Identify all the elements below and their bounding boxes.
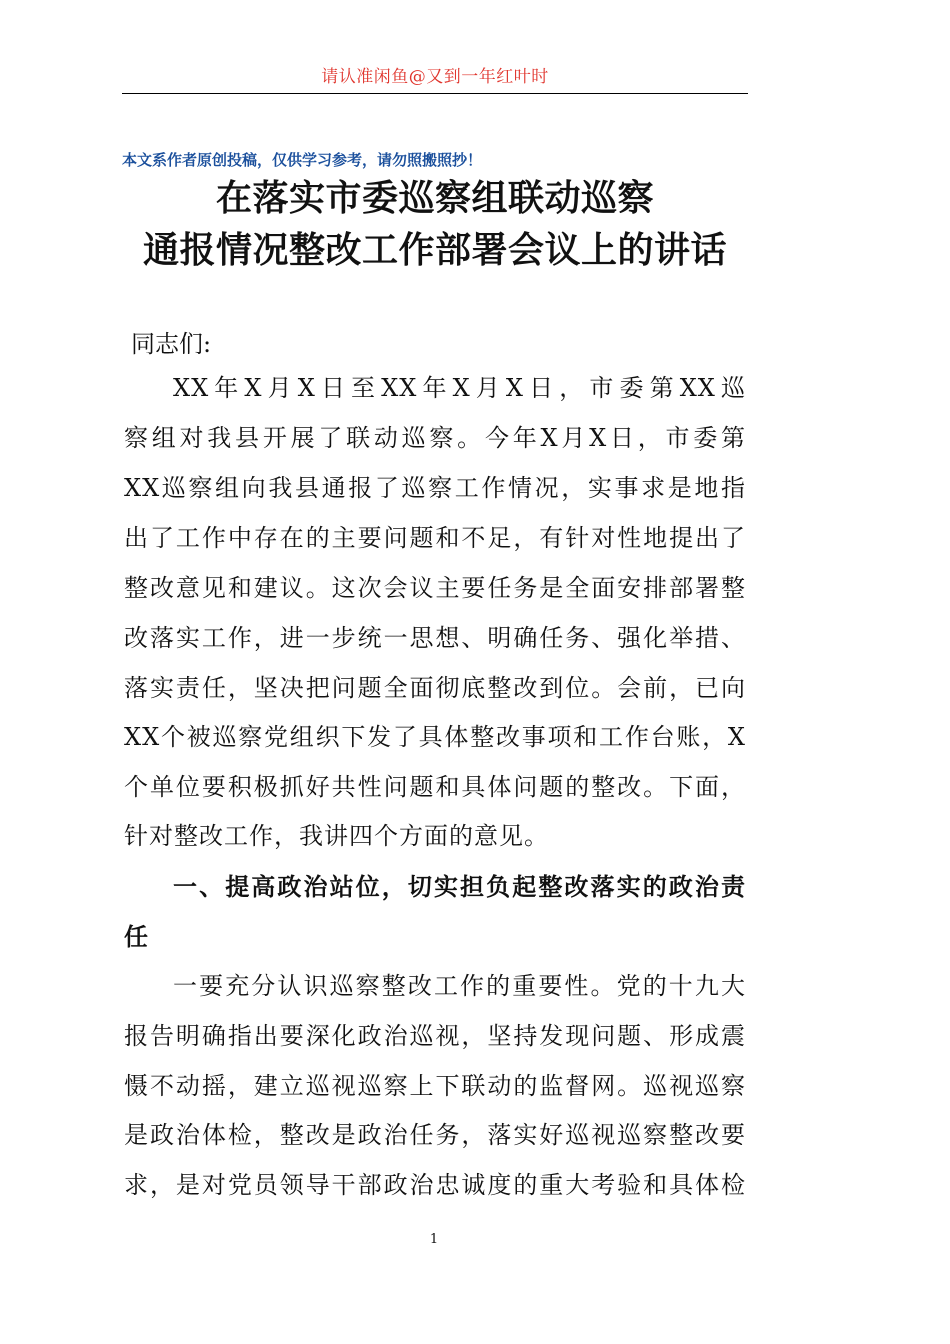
page-header-text: 请认准闲鱼@又到一年红叶时 (321, 67, 549, 87)
body-line: 整改意见和建议。这次会议主要任务是全面安排部署整 (124, 574, 746, 602)
document-title-line-1: 在落实市委巡察组联动巡察 (215, 177, 654, 219)
page-number: 1 (429, 1232, 439, 1247)
body-line: 一要充分认识巡察整改工作的重要性。党的十九大 (173, 972, 746, 1000)
body-line: XX个被巡察党组织下发了具体整改事项和工作台账，X (124, 723, 746, 751)
header-divider (122, 93, 748, 94)
section-heading: 一、提高政治站位，切实担负起整改落实的政治责 (173, 873, 746, 901)
body-line: 个单位要积极抓好共性问题和具体问题的整改。下面， (124, 773, 746, 801)
body-line: 察组对我县开展了联动巡察。今年X月X日，市委第 (124, 424, 746, 452)
copyright-notice: 本文系作者原创投稿，仅供学习参考，请勿照搬照抄！ (122, 151, 483, 169)
document-title-line-2: 通报情况整改工作部署会议上的讲话 (142, 229, 727, 271)
body-line: 求，是对党员领导干部政治忠诚度的重大考验和具体检 (124, 1171, 746, 1199)
salutation: 同志们: (131, 330, 212, 358)
body-line: 改落实工作，进一步统一思想、明确任务、强化举措、 (124, 624, 746, 652)
body-line: 报告明确指出要深化政治巡视，坚持发现问题、形成震 (124, 1022, 746, 1050)
body-line: 慑不动摇，建立巡视巡察上下联动的监督网。巡视巡察 (124, 1072, 746, 1100)
body-line: 针对整改工作，我讲四个方面的意见。 (124, 822, 549, 850)
body-line: 出了工作中存在的主要问题和不足，有针对性地提出了 (124, 524, 746, 552)
body-line: 落实责任，坚决把问题全面彻底整改到位。会前，已向 (124, 674, 746, 702)
section-heading: 任 (124, 923, 149, 951)
body-line: XX巡察组向我县通报了巡察工作情况，实事求是地指 (124, 474, 746, 502)
body-line: XX年X月X日至XX年X月X日，市委第XX巡 (173, 374, 746, 402)
body-line: 是政治体检，整改是政治任务，落实好巡视巡察整改要 (124, 1121, 746, 1149)
